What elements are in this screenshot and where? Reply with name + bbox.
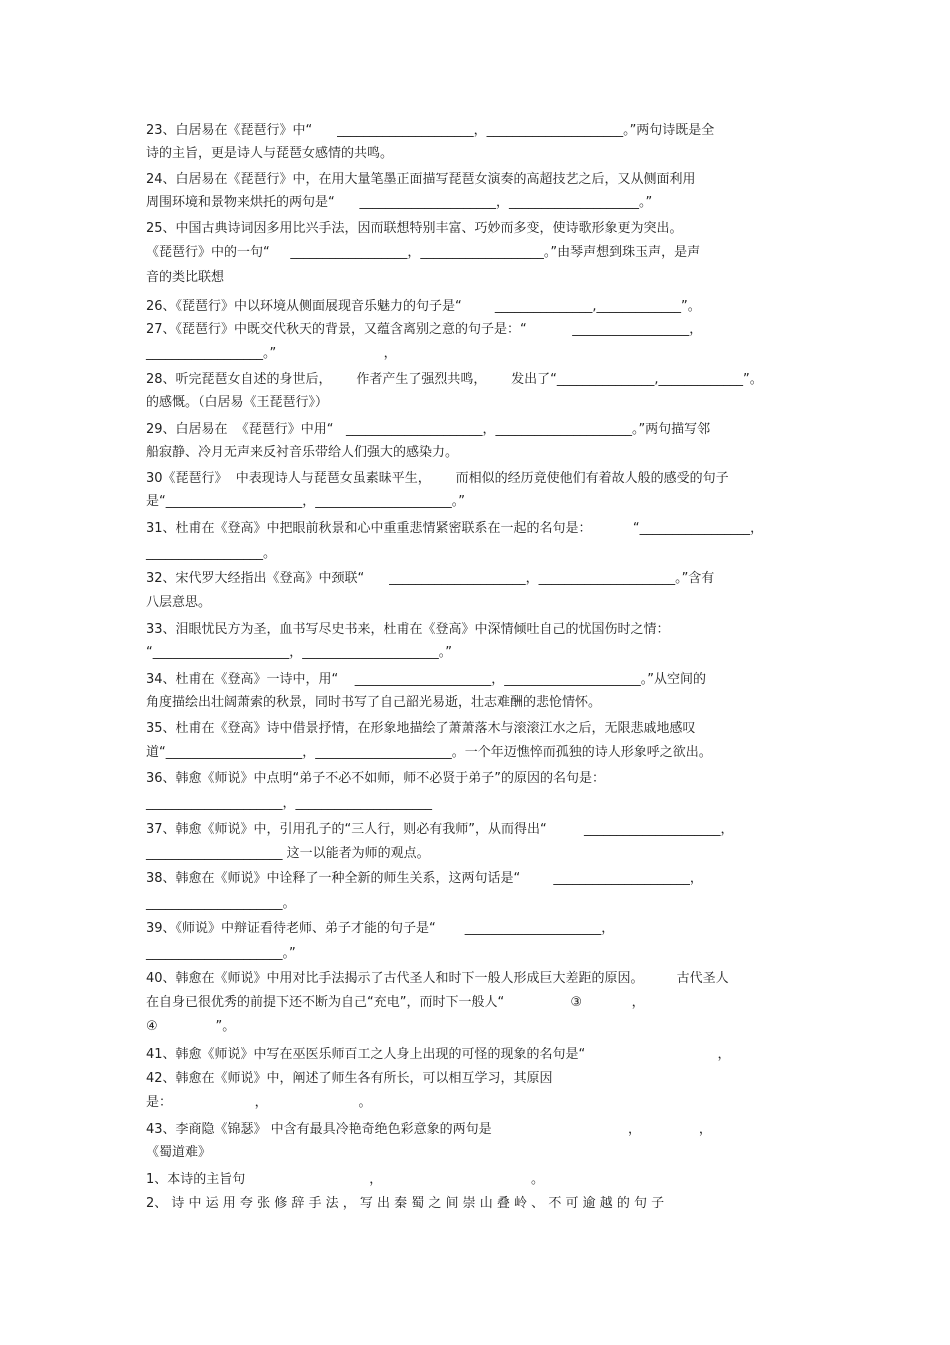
question-23-line-2: 诗的主旨，更是诗人与琵琶女感情的共鸣。 — [146, 146, 394, 161]
question-37-line-1: 37、韩愈《师说》中，引用孔子的“三人行，则必有我师”，从而得出“ _____________________， — [146, 822, 734, 837]
question-41-line-1: 41、韩愈《师说》中写在巫医乐师百工之人身上出现的可怪的现象的名句是“ ， — [146, 1047, 731, 1062]
question-24-line-2: 周围环境和景物来烘托的两句是“ _____________________，____________________。” — [146, 195, 653, 210]
question-40-line-3: ④ ”。 — [146, 1019, 236, 1034]
question-40-line-2: 在自身已很优秀的前提下还不断为自己“充电”，而时下一般人“ ③ ， — [146, 995, 645, 1010]
question-39-line-2: _____________________。” — [146, 946, 296, 961]
question-23-line-1: 23、白居易在《琵琶行》中“ _____________________，_____________________。”两句诗既是全 — [146, 123, 715, 138]
shudaonan-question-2: 2、 诗 中 运 用 夸 张 修 辞 手 法 ， 写 出 秦 蜀 之 间 崇 山 叠 岭 、 不 可 逾 越 的 句 子 — [146, 1196, 665, 1211]
question-30-line-2: 是“_____________________，_____________________。” — [146, 494, 465, 509]
question-32-line-1: 32、宋代罗大经指出《登高》中颈联“ _____________________，_____________________。”含有 — [146, 571, 715, 586]
question-38-line-2: _____________________。 — [146, 896, 296, 911]
question-28-line-2: 的感慨。（白居易《王琵琶行》） — [146, 395, 329, 410]
question-38-line-1: 38、韩愈在《师说》中诠释了一种全新的师生关系，这两句话是“ _____________________， — [146, 871, 703, 886]
question-32-line-2: 八层意思。 — [146, 595, 212, 610]
question-33-line-2: “_____________________，_____________________。” — [146, 645, 452, 660]
question-27-line-2: __________________。” ， — [146, 346, 397, 361]
question-35-line-2: 道“_____________________，_____________________。一个年迈憔悴而孤独的诗人形象呼之欲出。 — [146, 745, 712, 760]
question-28-line-1: 28、听完琵琶女自述的身世后， 作者产生了强烈共鸣， 发出了“_______________,_____________”。 — [146, 372, 763, 387]
question-34-line-1: 34、杜甫在《登高》一诗中，用“ _____________________，_____________________。”从空间的 — [146, 672, 707, 687]
question-33-line-1: 33、泪眼忧民方为圣，血书写尽史书来，杜甫在《登高》中深情倾吐自己的忧国伤时之情： — [146, 622, 670, 637]
question-36-line-1: 36、韩愈《师说》中点明“弟子不必不如师，师不必贤于弟子”的原因的名句是： — [146, 771, 606, 786]
question-35-line-1: 35、杜甫在《登高》诗中借景抒情，在形象地描绘了萧萧落木与滚滚江水之后，无限悲戚地感叹 — [146, 721, 696, 736]
question-42-line-2: 是： ， 。 — [146, 1095, 372, 1110]
question-37-line-2: _____________________ 这一以能者为师的观点。 — [146, 846, 430, 861]
question-39-line-1: 39、《师说》中辩证看待老师、弟子才能的句子是“ _____________________， — [146, 921, 615, 936]
question-29-line-1: 29、白居易在 《琵琶行》中用“ _____________________，_____________________。”两句描写邻 — [146, 422, 711, 437]
shudaonan-question-1: 1、本诗的主旨句 ， 。 — [146, 1172, 545, 1187]
question-43-line-1: 43、李商隐《锦瑟》 中含有最具冷艳奇绝色彩意象的两句是 ， ， — [146, 1122, 712, 1137]
question-34-line-2: 角度描绘出壮阔萧索的秋景，同时书写了自己韶光易逝，壮志难酬的悲怆情怀。 — [146, 695, 602, 710]
section-heading-shudaonan: 《蜀道难》 — [146, 1145, 212, 1160]
question-30-line-1: 30《琵琶行》 中表现诗人与琵琶女虽素昧平生， 而相似的经历竟使他们有着故人般的感受的句子 — [146, 471, 729, 486]
question-24-line-1: 24、白居易在《琵琶行》中，在用大量笔墨正面描写琵琶女演奏的高超技艺之后，又从侧面利用 — [146, 172, 696, 187]
question-26-line-1: 26、《琵琶行》中以环境从侧面展现音乐魅力的句子是“ _______________,_____________”。 — [146, 299, 701, 314]
question-31-line-2: __________________。 — [146, 546, 277, 561]
question-25-line-1: 25、中国古典诗词因多用比兴手法，因而联想特别丰富、巧妙而多变，使诗歌形象更为突出。 — [146, 221, 683, 236]
question-25-line-3: 音的类比联想 — [146, 270, 225, 285]
question-29-line-2: 船寂静、冷月无声来反衬音乐带给人们强大的感染力。 — [146, 445, 459, 460]
question-31-line-1: 31、杜甫在《登高》中把眼前秋景和心中重重悲情紧密联系在一起的名句是： “_________________， — [146, 521, 764, 536]
question-36-line-2: _____________________，_____________________ — [146, 796, 432, 811]
question-40-line-1: 40、韩愈在《师说》中用对比手法揭示了古代圣人和时下一般人形成巨大差距的原因。 古代圣人 — [146, 971, 729, 986]
question-42-line-1: 42、韩愈在《师说》中，阐述了师生各有所长，可以相互学习，其原因 — [146, 1071, 553, 1086]
question-25-line-2: 《琵琶行》中的一句“ __________________，___________________。”由琴声想到珠玉声，是声 — [146, 245, 701, 260]
question-27-line-1: 27、《琵琶行》中既交代秋天的背景，又蕴含离别之意的句子是：“ __________________， — [146, 322, 703, 337]
